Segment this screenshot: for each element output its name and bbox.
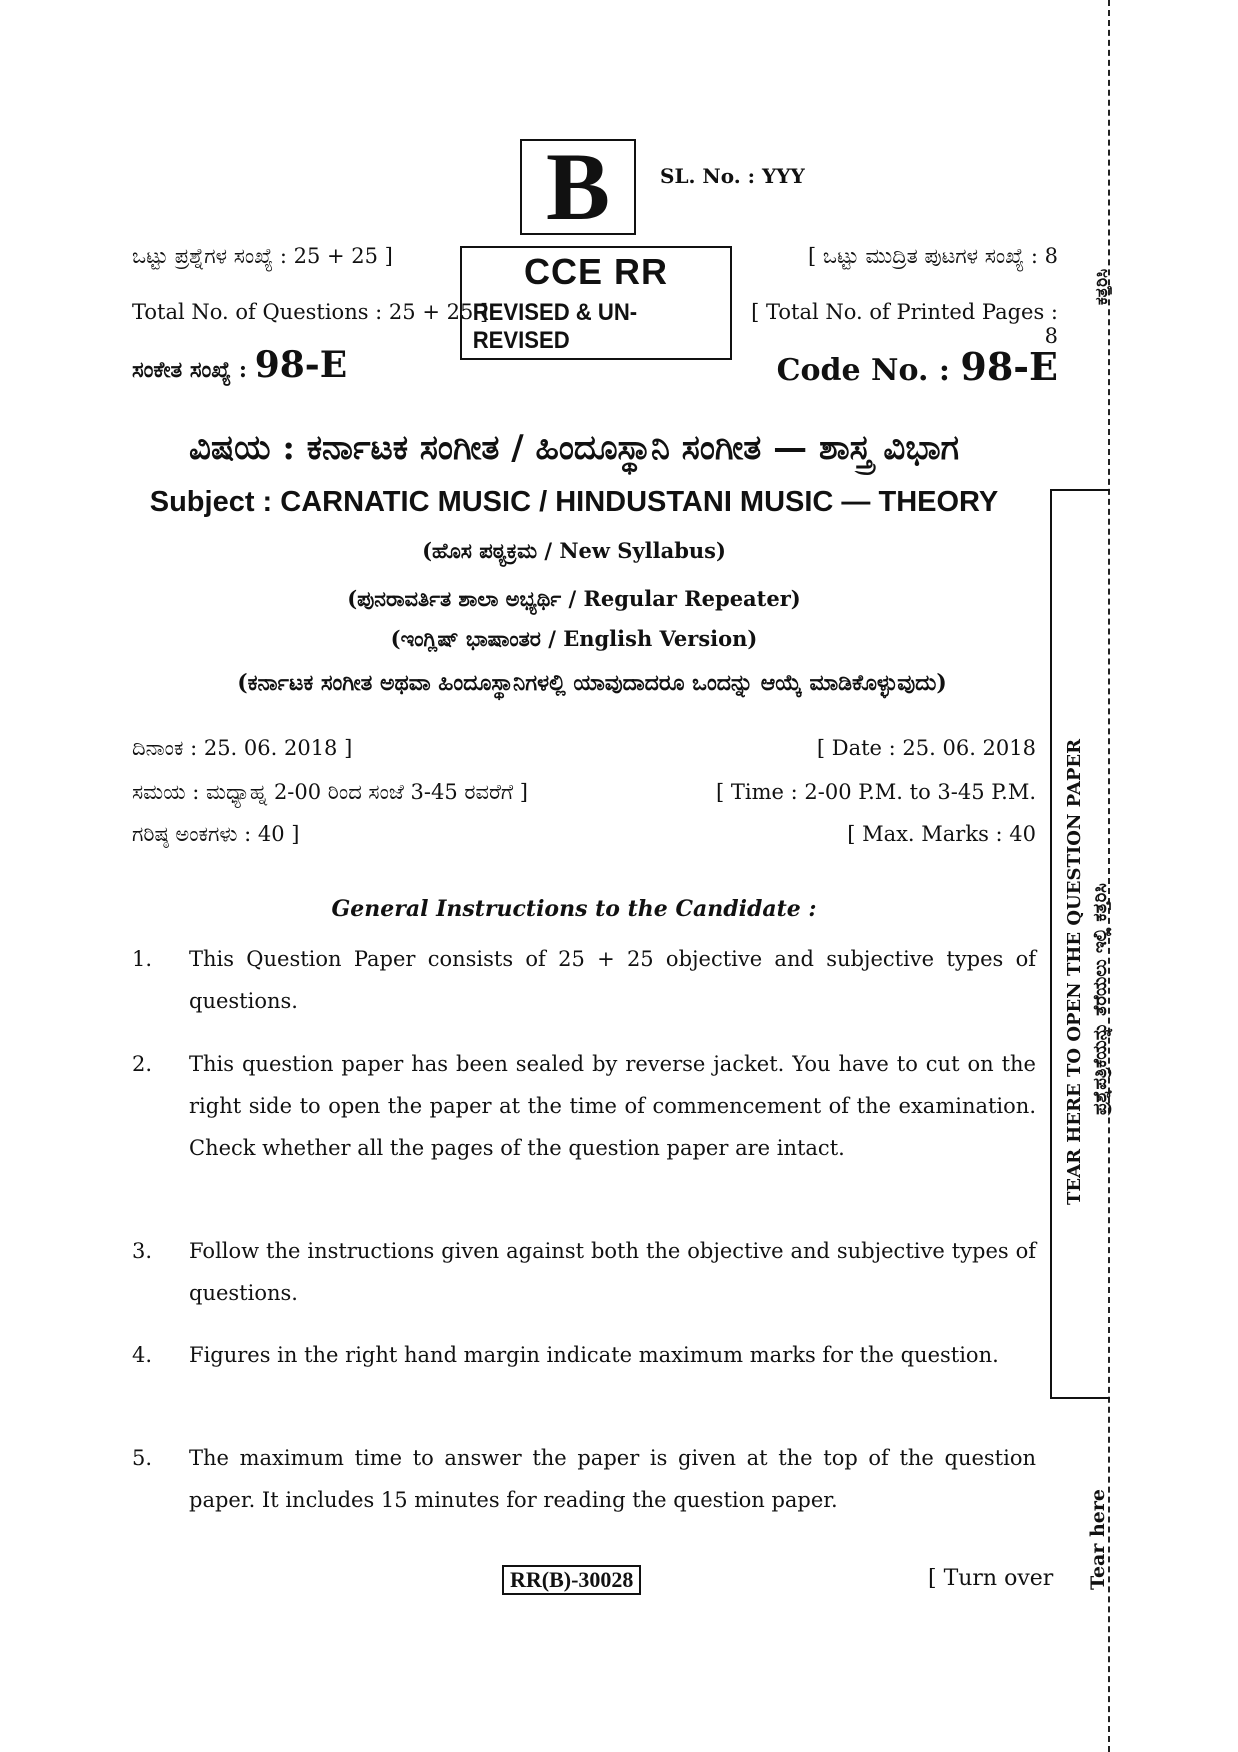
kn-subject: ವಿಷಯ : ಕರ್ನಾಟಕ ಸಂಗೀತ / ಹಿಂದೂಸ್ಥಾನಿ ಸಂಗೀತ — ಶಾಸ್ತ್ರ ವಿಭಾಗ — [189, 428, 959, 468]
instruction-text: Follow the instructions given against both the objective and subjective types of questions. — [189, 1239, 1036, 1305]
en-date: [ Date : 25. 06. 2018 — [816, 736, 1036, 760]
instruction-number: 2. — [132, 1052, 153, 1076]
kn-tear-top-label: ಕತ್ತರಿಸಿ — [1092, 268, 1112, 305]
set-letter: B — [545, 133, 611, 240]
instructions-title: General Instructions to the Candidate : — [331, 896, 817, 922]
instruction-number: 4. — [132, 1343, 153, 1367]
en-time: [ Time : 2-00 P.M. to 3-45 P.M. — [716, 780, 1036, 804]
candidate-type: (ಪುನರಾವರ್ತಿತ ಶಾಲಾ ಅಭ್ಯರ್ಥಿ / Regular Repeater) — [347, 586, 801, 611]
instruction-text: Figures in the right hand margin indicate maximum marks for the question. — [189, 1343, 999, 1367]
set-letter-box — [520, 133, 636, 240]
en-code-number — [758, 344, 1058, 389]
instruction-number: 3. — [132, 1239, 153, 1263]
kn-tear-open-label: ಪ್ರಶ್ನೆಪತ್ರಿಕೆಯನ್ನು ತೆರೆಯಲು ಇಲ್ಲಿ ಕತ್ತರಿಸಿ — [1090, 883, 1111, 1115]
kn-code-value: 98-E — [254, 344, 348, 386]
kn-total-pages: [ ಒಟ್ಟು ಮುದ್ರಿತ ಪುಟಗಳ ಸಂಖ್ಯೆ : 8 — [807, 244, 1058, 268]
cce-subtitle: REVISED & UN-REVISED — [472, 299, 638, 354]
version: (ಇಂಗ್ಲಿಷ್ ಭಾಷಾಂತರ / English Version) — [390, 626, 758, 651]
turn-over: [ Turn over — [928, 1566, 1054, 1591]
kn-max-marks: ಗರಿಷ್ಠ ಅಂಕಗಳು : 40 ] — [132, 822, 300, 846]
paper-code: RR(B)-30028 — [502, 1565, 641, 1595]
instruction-number: 1. — [132, 947, 153, 971]
kn-code-label: ಸಂಕೇತ ಸಂಖ್ಯೆ : — [132, 357, 248, 383]
kn-total-questions: ಒಟ್ಟು ಪ್ರಶ್ನೆಗಳ ಸಂಖ್ಯೆ : 25 + 25 ] — [132, 244, 393, 268]
kn-code-number — [132, 344, 347, 386]
syllabus: (ಹೊಸ ಪಠ್ಯಕ್ರಮ / New Syllabus) — [422, 538, 726, 563]
kn-time: ಸಮಯ : ಮಧ್ಯಾಹ್ನ 2-00 ರಿಂದ ಸಂಜೆ 3-45 ರವರೆಗೆ ] — [132, 780, 528, 804]
instruction-text: This question paper has been sealed by reverse jacket. You have to cut on the right side to open the paper at the time of commencement of the examination. Check whether all the pages of the question paper are intact. — [189, 1052, 1036, 1160]
choice-note: (ಕರ್ನಾಟಕ ಸಂಗೀತ ಅಥವಾ ಹಿಂದೂಸ್ಥಾನಿಗಳಲ್ಲಿ ಯಾವುದಾದರೂ ಒಂದನ್ನು ಆಯ್ಕೆ ಮಾಡಿಕೊಳ್ಳುವುದು) — [237, 670, 947, 696]
en-tear-open-label: TEAR HERE TO OPEN THE QUESTION PAPER — [1064, 738, 1085, 1205]
kn-date: ದಿನಾಂಕ : 25. 06. 2018 ] — [132, 736, 353, 760]
instruction-text: The maximum time to answer the paper is given at the top of the question paper. It includes 15 minutes for reading the question paper. — [189, 1446, 1036, 1512]
en-max-marks: [ Max. Marks : 40 — [847, 822, 1036, 846]
en-total-questions: Total No. of Questions : 25 + 25 ] — [132, 300, 489, 324]
en-code-value: 98-E — [960, 344, 1058, 389]
en-code-label: Code No. : — [776, 353, 950, 388]
cce-rr-box — [460, 246, 732, 360]
en-subject: Subject : CARNATIC MUSIC / HINDUSTANI MUSIC — THEORY — [149, 486, 999, 518]
serial-number: SL. No. : YYY — [660, 164, 805, 188]
cce-title: CCE RR — [523, 251, 668, 292]
instruction-number: 5. — [132, 1446, 153, 1470]
tear-here-label: Tear here — [1087, 1489, 1109, 1590]
en-total-pages: [ Total No. of Printed Pages : 8 — [751, 300, 1058, 348]
instruction-text: This Question Paper consists of 25 + 25 objective and subjective types of questions. — [189, 947, 1036, 1013]
